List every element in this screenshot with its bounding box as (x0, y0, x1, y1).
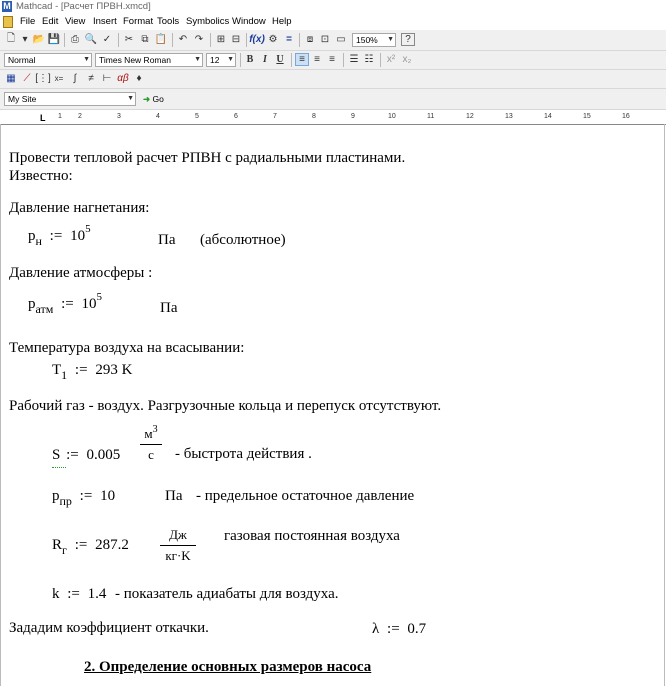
intro-text[interactable]: Провести тепловой расчет РПВН с радиальными пластинами. (9, 150, 406, 166)
underline-icon[interactable]: U (276, 54, 284, 65)
zoom-select[interactable] (352, 33, 396, 47)
var-subscript: 1 (61, 368, 68, 382)
style-value: Normal (8, 55, 36, 65)
insert-function-icon[interactable]: f(x) (249, 34, 265, 45)
ruler-number: 16 (622, 113, 630, 120)
save-icon[interactable]: 💾 (47, 34, 61, 45)
var-name: T (52, 362, 62, 378)
toolbar-separator (380, 53, 381, 67)
pumping-speed-definition[interactable] (52, 447, 120, 464)
pumping-speed-note[interactable]: - быстрота действия . (175, 446, 312, 462)
var-name: R (52, 537, 63, 553)
help-icon[interactable]: ? (401, 33, 415, 46)
italic-icon[interactable]: I (263, 54, 267, 65)
chevron-down-icon[interactable]: ▾ (22, 34, 28, 45)
temperature-value: 293 (95, 362, 118, 378)
adiabatic-index-definition[interactable] (52, 586, 106, 603)
ruler-number: 2 (78, 113, 82, 120)
atmospheric-pressure-unit: Па (160, 300, 178, 316)
assign-operator: := (74, 537, 88, 553)
toolbar-separator (172, 33, 173, 47)
insert-unit-icon[interactable]: ⚙ (268, 34, 278, 45)
unit-numerator: Дж (169, 527, 187, 542)
go-arrow-icon: ➜ (143, 94, 151, 104)
fraction-bar (140, 444, 162, 445)
document-icon[interactable] (3, 16, 13, 28)
ultimate-pressure-value: 10 (100, 488, 116, 504)
adiabatic-index-value: 1.4 (87, 586, 107, 602)
align-right-icon[interactable]: ≡ (329, 54, 335, 65)
fraction-bar (160, 545, 196, 546)
calculator-icon[interactable]: ▦ (6, 73, 16, 84)
assign-operator: := (66, 447, 79, 463)
chevron-down-icon: ▼ (83, 56, 90, 63)
assign-operator: := (387, 621, 400, 637)
style-select[interactable] (4, 53, 92, 67)
toolbar-separator (291, 53, 292, 67)
unit-denominator: с (148, 447, 154, 462)
boolean-icon[interactable]: ≠ (88, 73, 94, 84)
site-value: My Site (8, 94, 37, 104)
value-exponent: 5 (85, 223, 91, 235)
new-document-icon[interactable]: 🗋 (6, 33, 16, 44)
assign-operator: := (67, 586, 80, 602)
temperature-definition[interactable] (52, 362, 133, 382)
var-name: k (52, 586, 60, 602)
var-subscript: г (62, 543, 67, 557)
temperature-label[interactable]: Температура воздуха на всасывании: (9, 340, 245, 356)
var-name: λ (372, 621, 380, 637)
calculate-icon[interactable]: = (286, 34, 292, 45)
subscript-icon[interactable]: x₂ (402, 54, 412, 65)
graph-icon[interactable]: ⟋ (23, 73, 31, 84)
intro-known-text[interactable]: Известно: (9, 168, 73, 184)
standard-toolbar (0, 30, 666, 51)
mathcad-logo-icon: M (3, 1, 11, 11)
font-size-value: 12 (210, 55, 220, 65)
pumping-coefficient-definition[interactable] (372, 621, 426, 638)
gas-description-text[interactable]: Рабочий газ - воздух. Разгрузочные кольца и перепуск отсутствуют. (9, 398, 442, 414)
paste-icon[interactable]: 📋 (154, 34, 168, 45)
atmospheric-pressure-label[interactable]: Давление атмосферы : (9, 265, 153, 281)
font-value: Times New Roman (99, 55, 171, 65)
print-preview-icon[interactable]: 🔍 (84, 34, 98, 45)
discharge-pressure-definition[interactable] (28, 223, 91, 248)
var-name: p (52, 488, 60, 504)
print-icon[interactable]: ⎙ (71, 34, 79, 45)
toolbar-separator (64, 33, 65, 47)
symbolic-icon[interactable]: ♦ (136, 73, 142, 84)
assign-operator: := (74, 362, 88, 378)
font-select[interactable] (95, 53, 203, 67)
var-name: S (52, 447, 61, 463)
align-left-icon[interactable]: ≡ (295, 53, 309, 66)
window-title: Mathcad - [Расчет ПРВН.xmcd] (16, 1, 151, 12)
menu-symbolics[interactable]: Symbolics (186, 16, 230, 27)
ruler-number: 14 (544, 113, 552, 120)
superscript-icon[interactable]: x² (386, 54, 396, 65)
align-down-icon[interactable]: ⊟ (231, 34, 241, 45)
ruler-number: 15 (583, 113, 591, 120)
resources-icon[interactable]: ⊡ (320, 34, 330, 45)
insert-component-icon[interactable]: ⧈ (306, 34, 314, 45)
math-toolbar (0, 70, 666, 89)
align-center-icon[interactable]: ≡ (314, 54, 320, 65)
toolbar-separator (246, 33, 247, 47)
menu-window[interactable]: Window (232, 16, 266, 27)
pumping-coefficient-value: 0.7 (407, 621, 427, 637)
chevron-down-icon: ▼ (127, 95, 134, 102)
chevron-down-icon: ▼ (387, 36, 394, 43)
var-subscript: атм (35, 302, 54, 316)
pumping-speed-value: 0.005 (86, 447, 121, 463)
pumping-coefficient-label[interactable]: Зададим коэффициент откачки. (9, 620, 209, 636)
menu-format[interactable]: Format (123, 16, 154, 27)
go-label: Go (152, 94, 164, 104)
ultimate-pressure-note[interactable]: - предельное остаточное давление (196, 488, 415, 504)
toolbar-separator (299, 33, 300, 47)
atmospheric-pressure-definition[interactable] (28, 291, 102, 316)
formatting-toolbar (0, 51, 666, 70)
toolbar-separator (210, 33, 211, 47)
ruler-number: 5 (195, 113, 199, 120)
ultimate-pressure-unit: Па (165, 488, 183, 504)
discharge-pressure-unit: Па (158, 232, 176, 248)
ruler-number: 10 (388, 113, 396, 120)
menu-help[interactable]: Help (272, 16, 292, 27)
ruler-number: 12 (466, 113, 474, 120)
chevron-down-icon: ▼ (227, 56, 234, 63)
indent-marker[interactable]: L (40, 113, 46, 123)
toolbar-separator (343, 53, 344, 67)
value-base: 10 (70, 228, 86, 244)
toolbar-separator (240, 53, 241, 67)
ruler-number: 11 (427, 113, 435, 120)
menu-edit[interactable]: Edit (42, 16, 59, 27)
menu-tools[interactable]: Tools (157, 16, 180, 27)
discharge-pressure-label[interactable]: Давление нагнетания: (9, 200, 150, 216)
unit-denominator: кг·K (165, 548, 191, 563)
menu-view[interactable]: View (65, 16, 86, 27)
ruler-number: 9 (351, 113, 355, 120)
assign-operator: := (79, 488, 93, 504)
ruler-number: 7 (273, 113, 277, 120)
ruler-number: 4 (156, 113, 160, 120)
gas-constant-note[interactable]: газовая постоянная воздуха (224, 528, 400, 544)
gas-constant-unit (160, 527, 196, 564)
bullets-icon[interactable]: ☰ (349, 54, 359, 65)
assign-operator: := (49, 228, 63, 244)
toolbar-separator (118, 33, 119, 47)
spell-check-icon[interactable]: ✓ (102, 34, 112, 45)
numbering-icon[interactable]: ☷ (364, 54, 374, 65)
window-icon[interactable]: ▭ (336, 34, 346, 45)
title-bar (0, 0, 666, 14)
zoom-value: 150% (356, 35, 378, 45)
temperature-unit: K (121, 362, 133, 378)
section-heading[interactable]: 2. Определение основных размеров насоса (84, 659, 372, 675)
assign-operator: := (61, 296, 74, 312)
calculus-icon[interactable]: ∫ (73, 73, 77, 84)
value-exponent: 5 (96, 291, 102, 303)
web-toolbar (0, 89, 666, 110)
menu-file[interactable]: File (20, 16, 36, 27)
evaluation-icon[interactable]: x= (54, 74, 64, 83)
worksheet[interactable] (0, 124, 666, 686)
ruler-number: 13 (505, 113, 513, 120)
var-subscript: пр (59, 494, 72, 508)
var-subscript: н (35, 234, 42, 248)
bold-icon[interactable]: B (246, 54, 254, 65)
redo-icon[interactable]: ↷ (194, 34, 204, 45)
menu-insert[interactable]: Insert (93, 16, 117, 27)
site-select[interactable] (4, 92, 136, 106)
warning-underline (52, 464, 66, 468)
align-across-icon[interactable]: ⊞ (216, 34, 226, 45)
ruler-number: 3 (117, 113, 121, 120)
ruler-number: 8 (312, 113, 316, 120)
cut-icon[interactable]: ✂ (124, 34, 134, 45)
ultimate-pressure-definition[interactable] (52, 488, 116, 508)
pumping-speed-unit (140, 426, 162, 463)
greek-icon[interactable]: αβ (117, 73, 129, 84)
unit-numerator: $м^3$ (144, 424, 158, 441)
gas-constant-value: 287.2 (95, 537, 129, 553)
chevron-down-icon: ▼ (194, 56, 201, 63)
undo-icon[interactable]: ↶ (178, 34, 188, 45)
copy-icon[interactable]: ⧉ (141, 34, 149, 45)
matrix-icon[interactable]: [⋮] (35, 73, 51, 84)
gas-constant-definition[interactable] (52, 537, 129, 557)
programming-icon[interactable]: ⊢ (102, 73, 112, 84)
open-folder-icon[interactable]: 📂 (32, 34, 46, 45)
adiabatic-index-note[interactable]: - показатель адиабаты для воздуха. (115, 586, 339, 602)
ruler-number: 1 (58, 113, 62, 120)
var-name: p (28, 296, 36, 312)
font-size-select[interactable] (206, 53, 236, 67)
var-name: p (28, 228, 36, 244)
go-button[interactable] (143, 94, 164, 105)
value-base: 10 (81, 296, 97, 312)
ruler-number: 6 (234, 113, 238, 120)
menu-bar (0, 14, 666, 30)
discharge-pressure-note[interactable]: (абсолютное) (200, 232, 286, 248)
